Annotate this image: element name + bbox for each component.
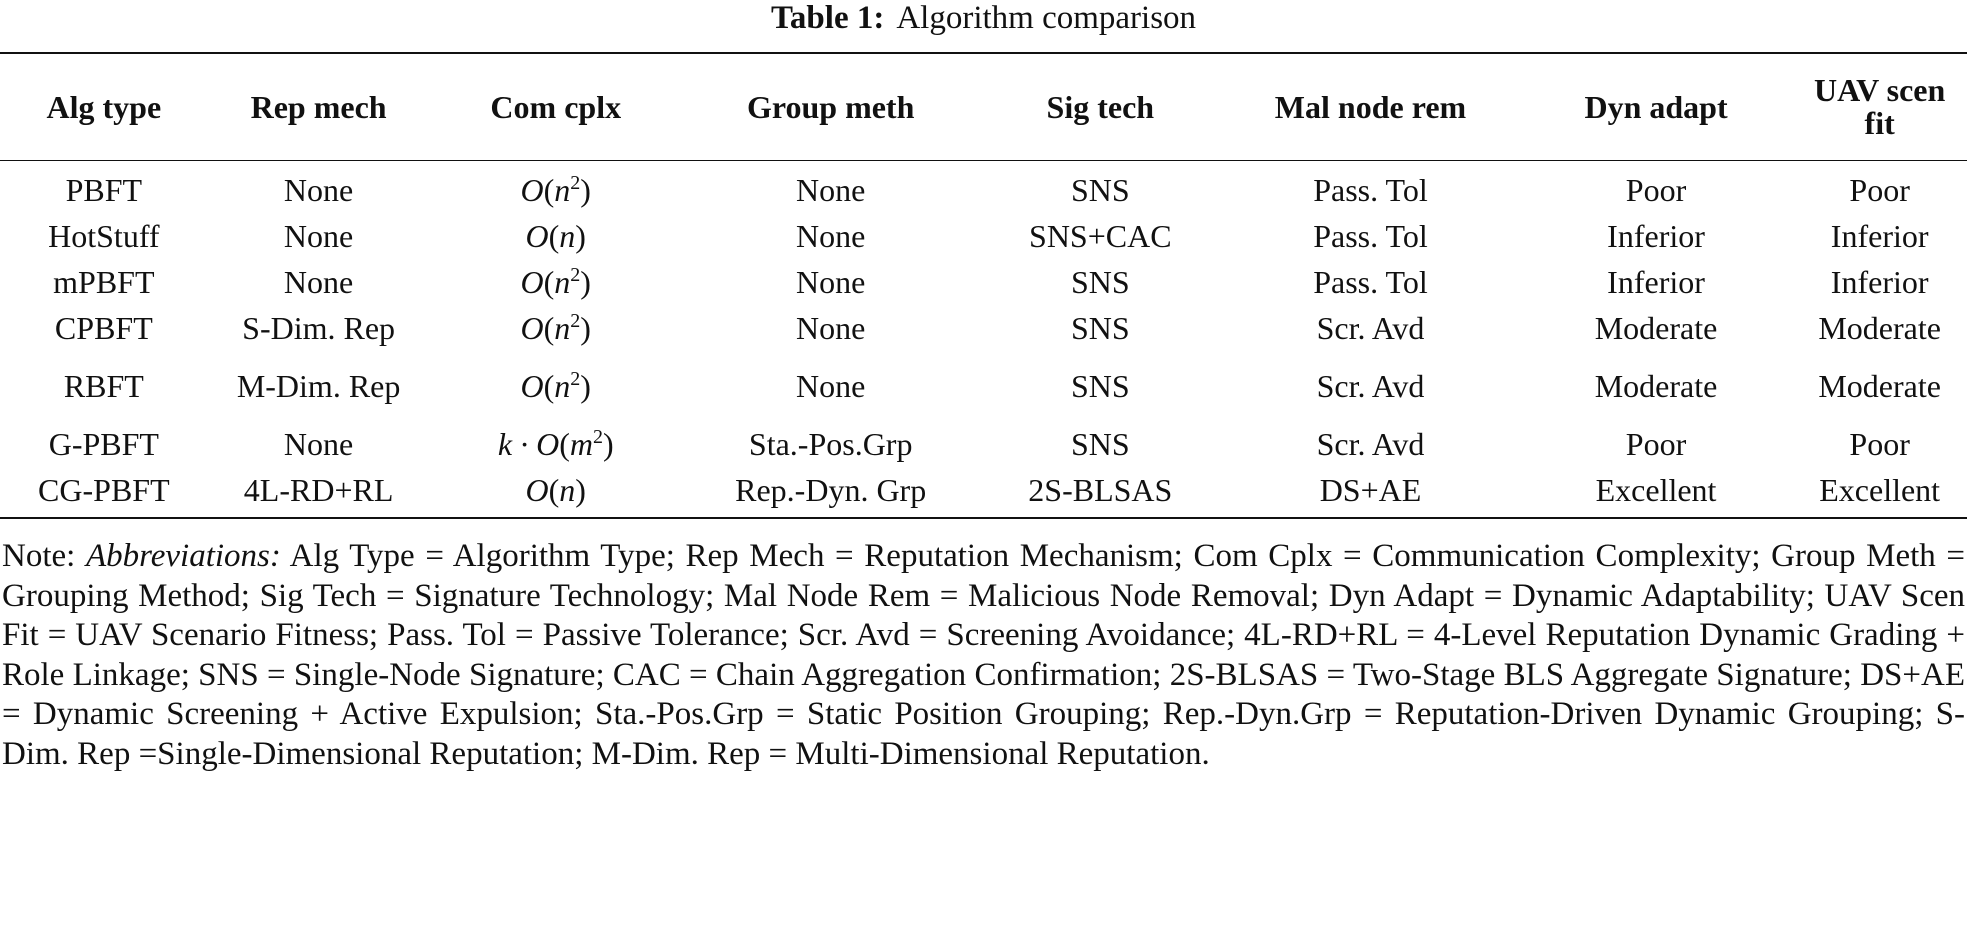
cell-sig-tech: SNS+CAC — [1029, 217, 1172, 254]
cell-uav-scen-fit: Excellent — [1819, 471, 1941, 508]
cell-mal-node-rem: Scr. Avd — [1316, 367, 1425, 404]
cell-rep-mech: None — [283, 217, 354, 254]
complexity-expression: $O(n^2)$ — [520, 367, 591, 404]
complexity-expression: $O(n^2)$ — [520, 263, 591, 300]
complexity-expression: $k \cdot O(m^2)$ — [497, 425, 614, 462]
cell-group-meth: Sta.-Pos.Grp — [748, 425, 913, 462]
complexity-expression: O(n) — [525, 471, 586, 508]
header-rep-mech: Rep mech — [208, 53, 430, 161]
complexity-base: n — [559, 471, 576, 508]
cell-group-meth: None — [796, 171, 866, 208]
complexity-expression: $O(n^2)$ — [520, 171, 591, 208]
table-row — [0, 259, 1967, 305]
cell-uav-scen-fit: Inferior — [1830, 263, 1929, 300]
header-row — [0, 53, 1967, 161]
cell-sig-tech: SNS — [1070, 171, 1130, 208]
note-prefix: Note: — [2, 538, 76, 574]
cell-uav-scen-fit: Poor — [1849, 171, 1910, 208]
table-row — [0, 351, 1967, 421]
cell-dyn-adapt: Poor — [1625, 425, 1687, 462]
note-abbr-label: Abbreviations: — [85, 538, 281, 574]
complexity-base: n — [559, 217, 576, 254]
complexity-base: n — [554, 367, 571, 404]
header-dyn-adapt: Dyn adapt — [1520, 53, 1793, 161]
cell-sig-tech: SNS — [1070, 367, 1130, 404]
complexity-expression: O(n) — [525, 217, 586, 254]
cell-rep-mech: None — [283, 425, 354, 462]
complexity-exponent: 2 — [570, 263, 581, 286]
complexity-expression: $O(n^2)$ — [520, 309, 591, 346]
note-text: Alg Type = Algorithm Type; Rep Mech = Reputation Mechanism; Com Cplx = Communication Complexity; Group Meth = Grouping Method; Sig Tech = Signature Technology; Mal Node Rem = Malicious Node Removal; Dyn Adapt = Dynamic Adaptability; UAV Scen Fit = UAV Scenario Fitness; Pass. Tol = Passive Tolerance; Scr. Avd = Screening Avoidance; 4L-RD+RL = 4-Level Reputation Dynamic Grading + Role Linkage; SNS = Single-Node Signature; CAC = Chain Aggregation Confirmation; 2S-BLSAS = Two-Stage BLS Aggregate Signature; DS+AE = Dynamic Screening + Active Expulsion; Sta.-Pos.Grp = Static Position Grouping; Rep.-Dyn.Grp = Reputation-Driven Dynamic Grouping; S-Dim. Rep =Single-Dimensional Reputation; M-Dim. Rep = Multi-Dimensional Reputation. — [2, 538, 1965, 772]
complexity-base: n — [554, 171, 571, 208]
header-com-cplx: Com cplx — [430, 53, 683, 161]
cell-group-meth: None — [796, 309, 866, 346]
header-mal-node-rem: Mal node rem — [1221, 53, 1520, 161]
complexity-base: n — [554, 309, 571, 346]
caption-title: Algorithm comparison — [896, 0, 1197, 36]
cell-group-meth: None — [796, 367, 866, 404]
complexity-exponent: 2 — [570, 309, 581, 332]
cell-mal-node-rem: Pass. Tol — [1313, 217, 1428, 254]
complexity-prefix: k — [497, 425, 513, 462]
complexity-base: m — [569, 425, 593, 462]
table-row — [0, 161, 1967, 214]
cell-com-cplx — [430, 213, 683, 259]
cell-com-cplx — [430, 421, 683, 467]
table-note — [0, 519, 1967, 774]
cell-alg-type: HotStuff — [48, 217, 160, 254]
cell-sig-tech: SNS — [1070, 263, 1130, 300]
cell-uav-scen-fit: Poor — [1849, 425, 1910, 462]
cell-rep-mech: 4L-RD+RL — [243, 471, 394, 508]
header-group-meth: Group meth — [682, 53, 979, 161]
header-alg-type: Alg type — [0, 53, 208, 161]
cell-com-cplx — [430, 259, 683, 305]
cell-alg-type: CG-PBFT — [38, 471, 170, 508]
cell-rep-mech: S-Dim. Rep — [242, 309, 396, 346]
table-row — [0, 213, 1967, 259]
cell-alg-type: PBFT — [65, 171, 143, 208]
cell-group-meth: None — [796, 263, 866, 300]
cell-alg-type: CPBFT — [54, 309, 153, 346]
cell-uav-scen-fit: Moderate — [1818, 367, 1941, 404]
complexity-base: n — [554, 263, 571, 300]
cell-sig-tech: 2S-BLSAS — [1028, 471, 1173, 508]
cell-alg-type: RBFT — [63, 367, 144, 404]
cell-dyn-adapt: Moderate — [1594, 367, 1718, 404]
cell-mal-node-rem: Scr. Avd — [1316, 425, 1425, 462]
cell-sig-tech: SNS — [1070, 425, 1130, 462]
cell-group-meth: None — [796, 217, 866, 254]
cell-com-cplx — [430, 161, 683, 214]
header-sig-tech: Sig tech — [979, 53, 1221, 161]
cell-dyn-adapt: Inferior — [1607, 263, 1705, 300]
cell-com-cplx — [430, 467, 683, 518]
cell-mal-node-rem: Pass. Tol — [1313, 171, 1428, 208]
cell-dyn-adapt: Excellent — [1595, 471, 1717, 508]
cell-alg-type: G-PBFT — [48, 425, 159, 462]
caption-label: Table 1: — [770, 0, 885, 36]
cell-group-meth: Rep.-Dyn. Grp — [735, 471, 927, 508]
cell-dyn-adapt: Poor — [1625, 171, 1687, 208]
cell-dyn-adapt: Moderate — [1594, 309, 1718, 346]
complexity-exponent: 2 — [570, 367, 581, 390]
cell-mal-node-rem: DS+AE — [1319, 471, 1422, 508]
cell-uav-scen-fit: Inferior — [1830, 217, 1929, 254]
complexity-exponent: 2 — [592, 425, 603, 448]
table-caption — [0, 0, 1967, 52]
table-row — [0, 421, 1967, 467]
header-uav-scen-fit: UAV scen fit — [1792, 53, 1967, 161]
cell-dyn-adapt: Inferior — [1607, 217, 1705, 254]
table-row — [0, 467, 1967, 518]
cell-rep-mech: None — [283, 263, 354, 300]
cell-mal-node-rem: Scr. Avd — [1316, 309, 1425, 346]
cell-rep-mech: M-Dim. Rep — [236, 367, 401, 404]
cell-sig-tech: SNS — [1070, 309, 1130, 346]
cell-alg-type: mPBFT — [53, 263, 155, 300]
cell-rep-mech: None — [283, 171, 354, 208]
cell-com-cplx — [430, 351, 683, 421]
complexity-exponent: 2 — [570, 171, 581, 194]
cell-mal-node-rem: Pass. Tol — [1313, 263, 1428, 300]
comparison-table — [0, 52, 1967, 519]
cell-uav-scen-fit: Moderate — [1818, 309, 1941, 346]
table-row — [0, 305, 1967, 351]
cell-com-cplx — [430, 305, 683, 351]
